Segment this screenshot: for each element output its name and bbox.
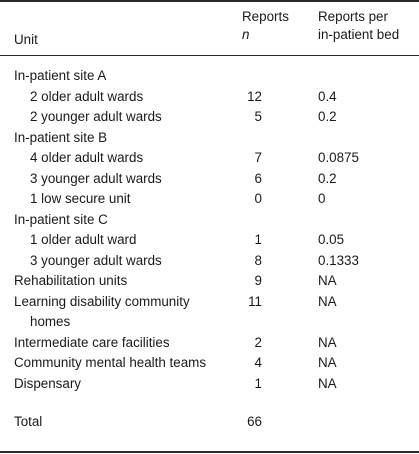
cell-per-bed: 0 [318, 191, 326, 206]
top-rule [0, 0, 419, 2]
table-row [0, 87, 419, 108]
cell-unit: 1 older adult ward [30, 232, 137, 247]
cell-per-bed: NA [318, 334, 337, 350]
cell-reports: 0 [254, 191, 262, 206]
table-row [0, 353, 419, 374]
table-row [0, 107, 419, 128]
total-label: Total [14, 414, 43, 429]
table-row [0, 148, 419, 169]
bottom-rule [0, 451, 419, 453]
cell-unit: In-patient site B [14, 129, 108, 145]
cell-unit: Dispensary [14, 375, 81, 391]
cell-unit: 4 older adult wards [30, 150, 144, 165]
cell-reports: 2 [254, 334, 262, 350]
table-row [0, 251, 419, 272]
cell-reports: 9 [254, 273, 262, 288]
header-reports-per-bed [318, 8, 399, 44]
cell-unit-line2: homes [30, 314, 71, 329]
cell-reports: 4 [254, 355, 262, 370]
cell-reports: 1 [254, 232, 262, 247]
cell-reports: 5 [254, 109, 262, 124]
header-reports-label: Reports [242, 9, 289, 24]
header-per-line1: Reports per [318, 9, 388, 24]
cell-reports: 7 [254, 150, 262, 165]
cell-reports: 6 [254, 170, 262, 186]
cell-per-bed: 0.4 [318, 88, 337, 104]
cell-unit: Intermediate care facilities [14, 334, 170, 350]
table-row [0, 230, 419, 251]
cell-per-bed: 0.2 [318, 109, 337, 124]
cell-per-bed: NA [318, 375, 337, 391]
cell-reports: 1 [254, 375, 262, 391]
cell-per-bed: 0.0875 [318, 150, 359, 165]
cell-unit: 3 younger adult wards [30, 170, 162, 186]
cell-unit: 2 younger adult wards [30, 109, 162, 124]
table-row [0, 128, 419, 149]
cell-unit: Community mental health teams [14, 355, 207, 370]
cell-reports: 8 [254, 252, 262, 268]
cell-unit: Rehabilitation units [14, 273, 128, 288]
table-row [0, 292, 419, 333]
cell-per-bed: 0.1333 [318, 252, 359, 268]
cell-unit: In-patient site A [14, 68, 107, 83]
cell-unit-line1: Learning disability community [14, 293, 190, 309]
table-row [0, 169, 419, 190]
cell-unit [14, 292, 239, 333]
cell-per-bed: 0.05 [318, 232, 345, 247]
header-rule [0, 55, 419, 56]
cell-per-bed: NA [318, 293, 337, 309]
table-body [0, 66, 419, 433]
total-reports: 66 [247, 414, 262, 429]
table-row [0, 271, 419, 292]
header-reports-n: n [242, 27, 250, 42]
cell-reports: 11 [248, 293, 262, 309]
cell-per-bed: 0.2 [318, 170, 337, 186]
cell-per-bed: NA [318, 273, 337, 288]
table-row [0, 333, 419, 354]
table-row [0, 374, 419, 395]
header-per-line2: in-patient bed [318, 27, 400, 42]
cell-per-bed: NA [318, 355, 337, 370]
table-row [0, 189, 419, 210]
total-row [0, 412, 419, 433]
table-row [0, 210, 419, 231]
cell-unit: 2 older adult wards [30, 88, 144, 104]
cell-reports: 12 [247, 88, 262, 104]
cell-unit: 3 younger adult wards [30, 252, 162, 268]
cell-unit: 1 low secure unit [30, 191, 131, 206]
cell-unit: In-patient site C [14, 211, 108, 227]
table-row [0, 66, 419, 87]
header-reports [242, 8, 289, 44]
header-unit: Unit [14, 32, 38, 47]
